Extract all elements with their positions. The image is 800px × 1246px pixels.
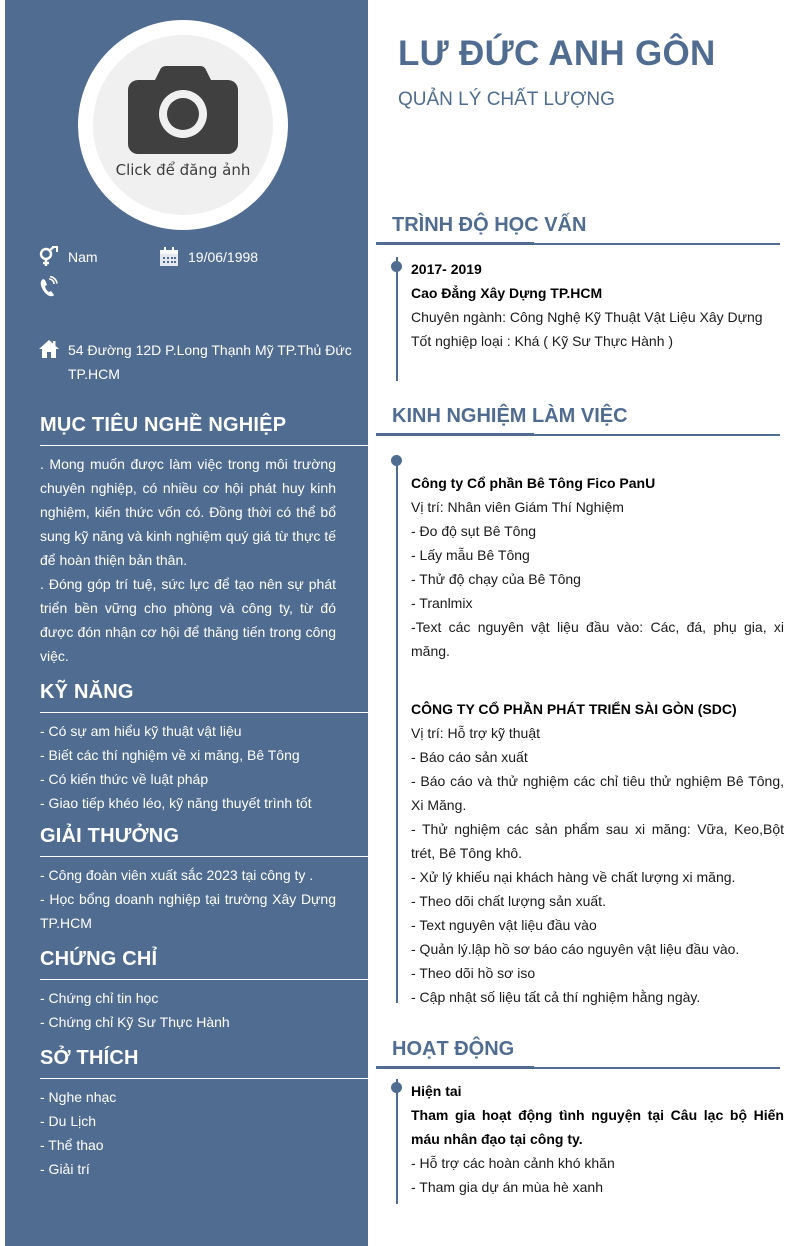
timeline-dot (391, 261, 402, 272)
education-timeline (396, 257, 780, 381)
hobby-item: - Nghe nhạc (40, 1089, 117, 1105)
activities-timeline (396, 1079, 784, 1204)
objective-title: MỤC TIÊU NGHỀ NGHIỆP (40, 414, 368, 446)
education-school: Cao Đẳng Xây Dựng TP.HCM (411, 285, 603, 301)
job-task: - Theo dõi hồ sơ iso (411, 965, 536, 981)
objective-section (40, 414, 368, 668)
job-task: - Báo cáo sản xuất (411, 749, 528, 765)
job-task: - Xử lý khiếu nại khách hàng về chất lượng xi măng. (411, 869, 736, 885)
job-task: - Lấy mẫu Bê Tông (411, 547, 530, 563)
hobby-item: - Thể thao (40, 1137, 104, 1153)
avatar-upload[interactable] (78, 20, 288, 230)
section-divider (376, 1066, 780, 1069)
gender-row (38, 246, 98, 268)
certificate-item: - Chứng chỉ Kỹ Sư Thực Hành (40, 1014, 230, 1030)
experience-title: KINH NGHIỆM LÀM VIỆC (392, 405, 628, 427)
birthday-value: 19/06/1998 (188, 249, 259, 265)
job-task: - Quản lý.lập hồ sơ báo cáo nguyên vật liệu đầu vào. (411, 941, 740, 957)
awards-title: GIẢI THƯỞNG (40, 825, 368, 857)
job-task: -Text các nguyên vật liệu đầu vào: Các, đá, phụ gia, xi măng. (411, 619, 784, 659)
job-company: Công ty Cổ phần Bê Tông Fico PanU (411, 475, 656, 491)
activity-headline: Tham gia hoạt động tình nguyện tại Câu lạc bộ Hiến máu nhân đạo tại công ty. (411, 1107, 784, 1147)
job-company: CÔNG TY CỔ PHẦN PHÁT TRIỂN SÀI GÒN (SDC) (411, 701, 737, 717)
activities-section (376, 1038, 784, 1204)
experience-timeline (396, 455, 784, 1005)
certificate-item: - Chứng chỉ tin học (40, 990, 159, 1006)
skill-item: - Có kiến thức về luật pháp (40, 771, 209, 787)
section-divider (376, 433, 780, 436)
job-entry (398, 455, 784, 663)
objective-paragraph: . Mong muốn được làm việc trong môi trường chuyên nghiệp, có nhiều cơ hội phát huy kinh nghiệm, kiến thức vốn có. Đồng thời có thể bổ sung kỹ năng và kinh nghiệm quý giá từ thực tế để hoàn thiện bản thân. (40, 456, 336, 568)
camera-icon (128, 62, 238, 154)
hobbies-list (40, 1079, 368, 1181)
sidebar (5, 0, 368, 1246)
gender-icon (38, 246, 60, 268)
home-icon (38, 338, 60, 360)
education-section (376, 214, 780, 381)
phone-row (38, 276, 68, 298)
timeline-dot (391, 455, 402, 466)
job-role: Vị trí: Hỗ trợ kỹ thuật (411, 725, 540, 741)
candidate-name: LƯ ĐỨC ANH GÔN (398, 34, 716, 73)
gender-value: Nam (68, 249, 98, 265)
birthday-row (158, 246, 258, 268)
job-task: - Cập nhật số liệu tất cả thí nghiệm hằng ngày. (411, 989, 701, 1005)
certificates-section (40, 948, 368, 1034)
job-entry (398, 663, 784, 1009)
activity-entry (398, 1079, 784, 1199)
address-row (38, 338, 358, 386)
avatar-placeholder[interactable] (93, 35, 273, 215)
skills-title: KỸ NĂNG (40, 681, 368, 713)
candidate-position: QUẢN LÝ CHẤT LƯỢNG (398, 89, 615, 110)
activity-item: - Hỗ trợ các hoàn cảnh khó khăn (411, 1155, 615, 1171)
skills-section (40, 681, 368, 815)
education-period: 2017- 2019 (411, 261, 482, 277)
awards-section (40, 825, 368, 935)
activities-title: HOẠT ĐỘNG (392, 1038, 515, 1060)
skill-item: - Giao tiếp khéo léo, kỹ năng thuyết trình tốt (40, 795, 312, 811)
hobby-item: - Giải trí (40, 1161, 90, 1177)
job-task: - Text nguyên vật liệu đầu vào (411, 917, 597, 933)
objective-paragraph: . Đóng góp trí tuệ, sức lực để tạo nên sự phát triển bền vững cho phòng và công ty, từ đó được đón nhận cơ hội để thăng tiến trong công việc. (40, 576, 336, 664)
award-item: - Công đoàn viên xuất sắc 2023 tại công ty . (40, 867, 314, 883)
job-role: Vị trí: Nhân viên Giám Thí Nghiệm (411, 499, 624, 515)
education-grade: Tốt nghiệp loại : Khá ( Kỹ Sư Thực Hành ) (411, 333, 674, 349)
job-task: - Thử nghiệm các sản phẩm sau xi măng: Vữa, Keo,Bột trét, Bê Tông khô. (411, 821, 784, 861)
certificates-title: CHỨNG CHỈ (40, 948, 368, 980)
section-divider (376, 242, 780, 245)
hobbies-section (40, 1047, 368, 1181)
skill-item: - Có sự am hiểu kỹ thuật vật liệu (40, 723, 242, 739)
phone-icon (38, 276, 60, 298)
awards-list (40, 857, 368, 935)
activity-item: - Tham gia dự án mùa hè xanh (411, 1179, 604, 1195)
award-item: - Học bổng doanh nghiệp tại trường Xây Dựng TP.HCM (40, 891, 336, 931)
job-task: - Tranlmix (411, 595, 473, 611)
education-entry (398, 257, 784, 353)
education-major: Chuyên ngành: Công Nghệ Kỹ Thuật Vật Liệu Xây Dựng (411, 309, 763, 325)
address-value: 54 Đường 12D P.Long Thạnh Mỹ TP.Thủ Đức TP.HCM (68, 342, 352, 382)
calendar-icon (158, 246, 180, 268)
hobby-item: - Du Lịch (40, 1113, 97, 1129)
objective-text (40, 446, 368, 668)
avatar-caption: Click để đăng ảnh (115, 161, 251, 179)
job-task: - Thử độ chạy của Bê Tông (411, 571, 581, 587)
certificates-list (40, 980, 368, 1034)
job-task: - Báo cáo và thử nghiệm các chỉ tiêu thử nghiệm Bê Tông, Xi Măng. (411, 773, 784, 813)
job-task: - Theo dõi chất lượng sản xuất. (411, 893, 606, 909)
experience-section (376, 405, 784, 1005)
job-task: - Đo độ sụt Bê Tông (411, 523, 537, 539)
education-title: TRÌNH ĐỘ HỌC VẤN (392, 214, 587, 236)
timeline-dot (391, 1082, 402, 1093)
skills-list (40, 713, 368, 815)
hobbies-title: SỞ THÍCH (40, 1047, 368, 1079)
skill-item: - Biết các thí nghiệm về xi măng, Bê Tông (40, 747, 300, 763)
activity-period: Hiện tai (411, 1083, 462, 1099)
